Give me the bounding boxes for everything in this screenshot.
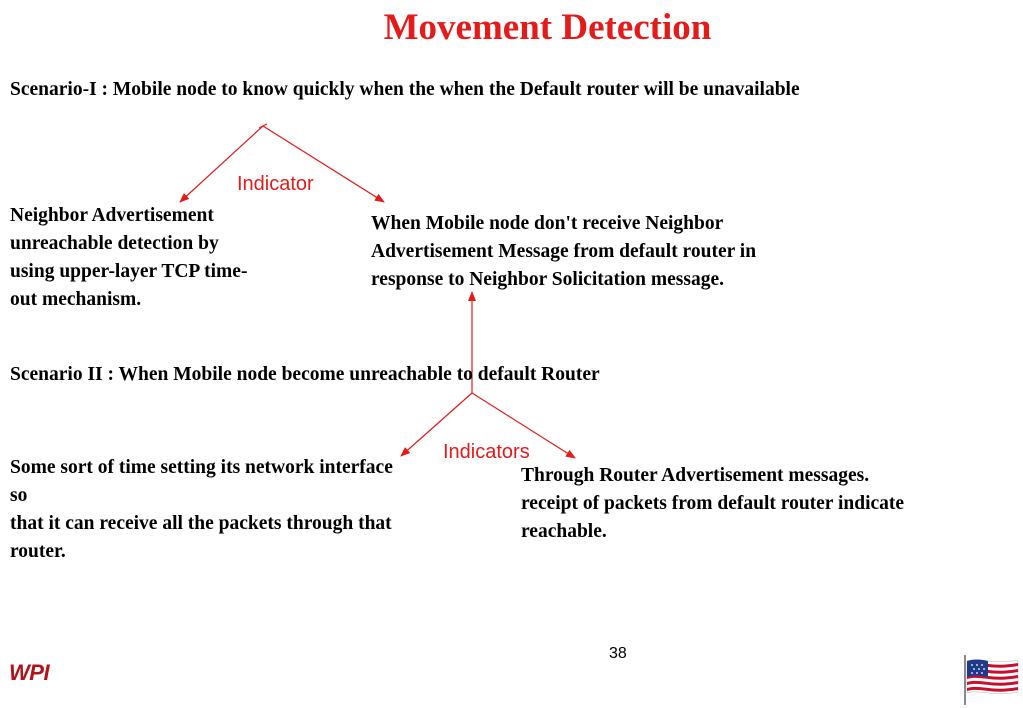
scenario1-left-line: out mechanism. — [10, 289, 142, 310]
scenario1-right-text — [371, 210, 756, 294]
scenario2-left-line: that it can receive all the packets through that — [10, 513, 392, 534]
scenario1-heading: Scenario-I : Mobile node to know quickly when the when the Default router will be unavailable — [10, 79, 800, 100]
scenario2-heading: Scenario II : When Mobile node become unreachable to default Router — [10, 364, 600, 385]
scenario2-left-text — [10, 454, 393, 566]
scenario2-left-line: router. — [10, 541, 66, 562]
scenario1-left-text — [10, 202, 247, 314]
slide-title: Movement Detection — [383, 7, 712, 48]
us-flag-icon — [962, 655, 1020, 705]
indicator-label: Indicator — [237, 173, 314, 195]
page-number: 38 — [609, 645, 627, 662]
scenario2-right-text — [521, 462, 904, 546]
scenario1-right-line: Advertisement Message from default router in — [371, 241, 757, 262]
indicators-label: Indicators — [443, 441, 530, 463]
scenario2-left-line: so — [10, 485, 28, 506]
scenario2-right-line: receipt of packets from default router indicate — [521, 493, 905, 514]
scenario2-right-line: reachable. — [521, 521, 607, 542]
scenario2-right-line: Through Router Advertisement messages. — [521, 465, 870, 486]
scenario1-left-line: Neighbor Advertisement — [10, 205, 214, 226]
scenario1-right-line: response to Neighbor Solicitation message. — [371, 269, 724, 290]
scenario1-left-line: using upper-layer TCP time- — [10, 261, 248, 282]
wpi-logo: WPI — [9, 660, 50, 685]
scenario1-left-line: unreachable detection by — [10, 233, 219, 254]
scenario2-left-line: Some sort of time setting its network interface — [10, 457, 393, 478]
scenario1-right-line: When Mobile node don't receive Neighbor — [371, 213, 724, 234]
